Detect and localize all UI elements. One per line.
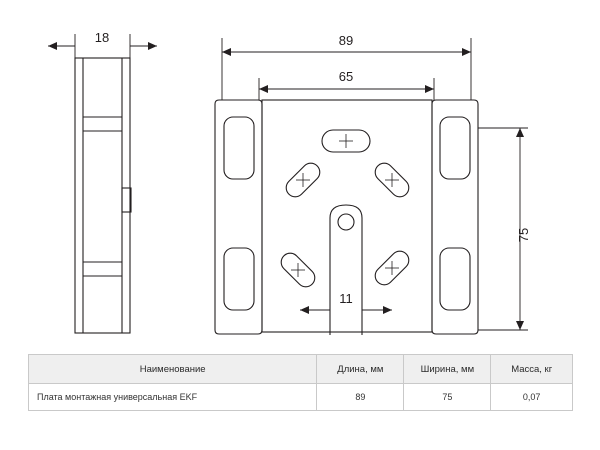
dimension-label-11: 11 [339,291,353,306]
dimension-label-65: 65 [338,69,354,84]
column-header-width: Ширина, мм [404,355,491,384]
cell-length: 89 [317,384,404,411]
table-header-row [29,355,573,384]
specification-table [28,354,573,411]
table-row [29,384,573,411]
side-view [75,58,131,333]
dimension-label-75: 75 [516,227,531,243]
cell-mass: 0,07 [491,384,573,411]
column-header-mass: Масса, кг [491,355,573,384]
dimension-label-89: 89 [338,33,354,48]
column-header-name: Наименование [29,355,317,384]
column-header-length: Длина, мм [317,355,404,384]
cell-width: 75 [404,384,491,411]
dimension-label-18: 18 [94,30,110,45]
cell-product-name: Плата монтажная универсальная EKF [29,384,317,411]
